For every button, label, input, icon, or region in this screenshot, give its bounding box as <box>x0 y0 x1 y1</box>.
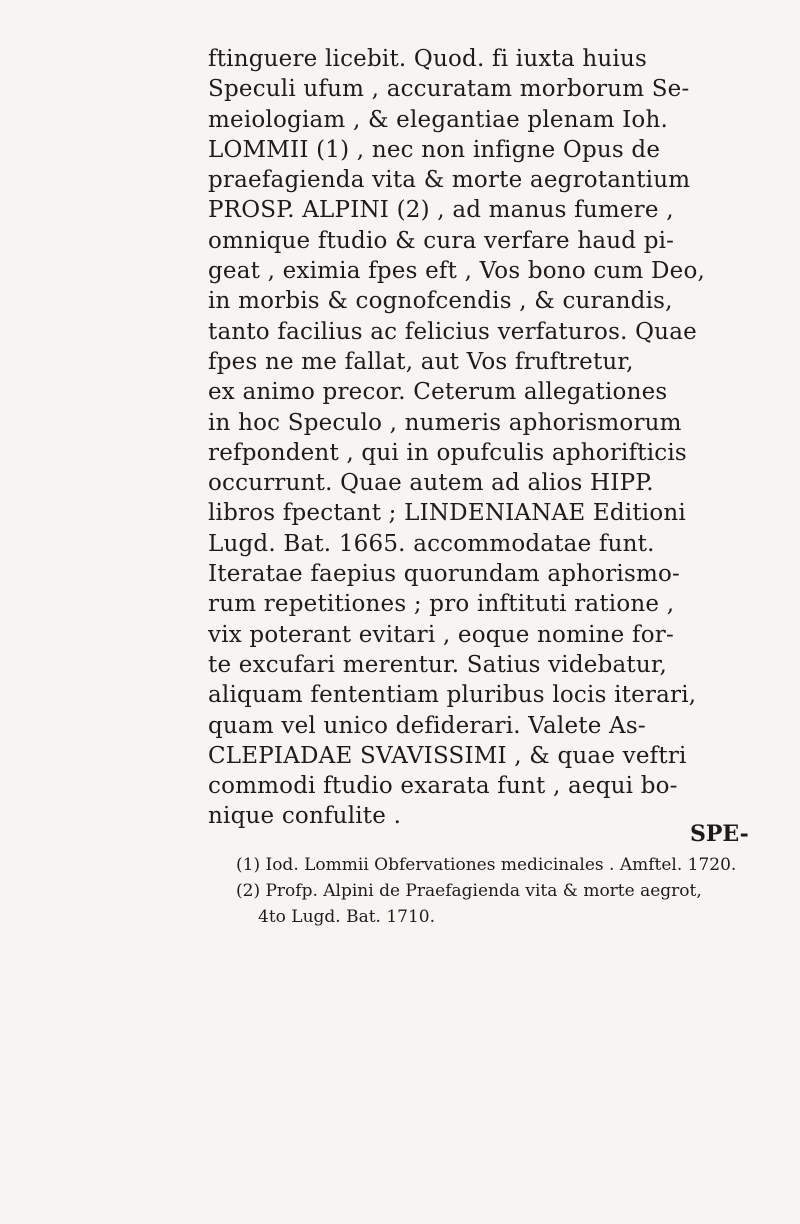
catchword: SPE- <box>690 821 749 847</box>
text-line: aliquam fententiam pluribus locis iterari, <box>208 682 697 709</box>
text-line: LOMMII (1) , nec non infigne Opus de <box>208 136 661 163</box>
text-line: in hoc Speculo , numeris aphorismorum <box>208 409 682 436</box>
body-text <box>208 44 768 832</box>
text-line: Speculi ufum , accuratam morborum Se- <box>208 76 690 103</box>
text-line: praefagienda vita & morte aegrotantium <box>208 167 691 194</box>
text-line: CLEPIADAE SVAVISSIMI , & quae veftri <box>208 742 687 769</box>
text-line: ex animo precor. Ceterum allegationes <box>208 379 668 406</box>
text-line: quam vel unico defiderari. Valete As- <box>208 712 646 739</box>
text-line: vix poterant evitari , eoque nomine for- <box>208 621 674 648</box>
text-line: fpes ne me fallat, aut Vos fruftretur, <box>208 348 634 375</box>
text-line: PROSP. ALPINI (2) , ad manus fumere , <box>208 197 674 224</box>
text-line: Lugd. Bat. 1665. accommodatae funt. <box>208 530 655 557</box>
text-line: libros fpectant ; LINDENIANAE Editioni <box>208 500 686 527</box>
text-line: ftinguere licebit. Quod. fi iuxta huius <box>208 46 647 72</box>
footnote-1: (1) Iod. Lommii Obfervationes medicinales . Amftel. 1720. <box>236 855 737 875</box>
footnote-2-continuation: 4to Lugd. Bat. 1710. <box>258 907 436 927</box>
text-line: commodi ftudio exarata funt , aequi bo- <box>208 773 678 800</box>
text-line: occurrunt. Quae autem ad alios HIPP. <box>208 470 654 497</box>
text-line: geat , eximia fpes eft , Vos bono cum Deo, <box>208 258 706 285</box>
text-line: omnique ftudio & cura verfare haud pi- <box>208 227 675 254</box>
text-line: refpondent , qui in opufculis aphorifticis <box>208 439 687 466</box>
text-line: Iteratae faepius quorundam aphorismo- <box>208 561 681 588</box>
footnote-2: (2) Profp. Alpini de Praefagienda vita & morte aegrot, <box>236 881 702 901</box>
text-line: rum repetitiones ; pro inftituti ratione , <box>208 591 675 618</box>
footnotes <box>236 852 776 930</box>
text-line: meiologiam , & elegantiae plenam Ioh. <box>208 106 668 133</box>
text-line: nique confulite . <box>208 803 402 830</box>
text-line: in morbis & cognofcendis , & curandis, <box>208 288 673 315</box>
text-line: tanto facilius ac felicius verfaturos. Quae <box>208 318 697 345</box>
text-line: te excufari merentur. Satius videbatur, <box>208 651 668 678</box>
